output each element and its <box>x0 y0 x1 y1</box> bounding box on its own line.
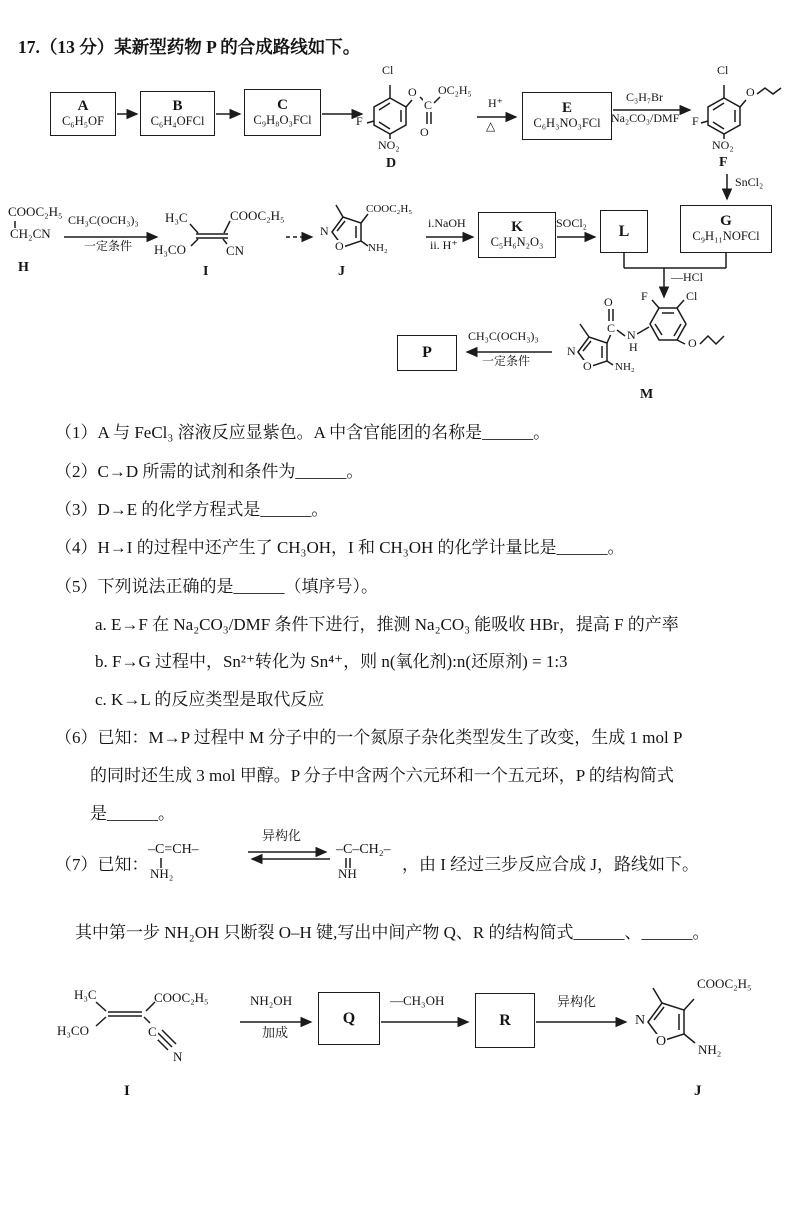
box-b-formula: C₆H₄OFCl <box>150 113 205 128</box>
question-5: （5）下列说法正确的是______（填序号）。 <box>55 577 378 596</box>
atom-label: H₃C <box>74 987 97 1002</box>
box-l <box>600 210 648 253</box>
box-k-letter: K <box>511 219 523 236</box>
compound-label-j2: J <box>694 1083 702 1099</box>
condition-label: △ <box>486 119 496 133</box>
atom-label: COOC₂H₅ <box>366 203 413 215</box>
condition-label: Na₂CO₃/DMF <box>611 111 680 125</box>
compound-label-i2: I <box>124 1083 130 1099</box>
reagent-label: NH₂OH <box>250 993 293 1008</box>
box-e <box>522 92 612 140</box>
atom-label: NH₂ <box>368 242 388 254</box>
atom-label: NO₂ <box>712 138 734 152</box>
box-a-letter: A <box>77 98 89 115</box>
question-6-line2: 的同时还生成 3 mol 甲醇。P 分子中含两个六元环和一个五元环，P 的结构简式 <box>90 766 674 785</box>
box-q-letter: Q <box>342 1009 356 1027</box>
atom-label: NH₂ <box>615 361 635 373</box>
box-p-letter: P <box>422 344 432 361</box>
reagent-label: ii. H⁺ <box>430 238 458 252</box>
question-2: （2）C→D 所需的试剂和条件为______。 <box>55 462 364 481</box>
atom-label: NH <box>338 866 357 881</box>
box-c <box>244 89 321 136</box>
atom-label: NH₂ <box>698 1042 722 1057</box>
compound-label-j: J <box>338 264 345 279</box>
atom-label: NO₂ <box>378 138 400 152</box>
compound-label-i: I <box>203 264 209 279</box>
condition-label: 加成 <box>262 1025 289 1040</box>
question-6-line3: 是______。 <box>90 804 175 823</box>
box-c-letter: C <box>277 96 288 113</box>
atom-label: O <box>688 336 697 350</box>
atom-label: C <box>148 1024 157 1039</box>
atom-label: H₃CO <box>154 242 186 257</box>
box-r-letter: R <box>499 1011 511 1029</box>
box-c-formula: C₉H₈O₃FCl <box>253 112 312 127</box>
atom-label: F <box>692 114 699 128</box>
atom-label: O <box>583 359 592 373</box>
condition-label: 一定条件 <box>84 239 133 253</box>
atom-label: NH₂ <box>150 866 174 881</box>
question-3: （3）D→E 的化学方程式是______。 <box>55 500 329 519</box>
compound-label-h: H <box>18 260 29 275</box>
reagent-label: —HCl <box>671 270 704 284</box>
atom-label: F <box>641 289 648 303</box>
structure-f-bonds <box>701 85 781 139</box>
atom-label: O <box>335 239 344 253</box>
atom-label: N <box>320 224 329 238</box>
reagent-label: CH₃C(OCH₃)₃ <box>68 213 139 227</box>
atom-label: O <box>746 85 755 99</box>
box-g <box>680 205 772 253</box>
question-7-line2: 其中第一步 NH₂OH 只断裂 O–H 键,写出中间产物 Q、R 的结构简式______、______。 <box>75 923 710 942</box>
atom-label: Cl <box>686 289 698 303</box>
question-5c: c. K→L 的反应类型是取代反应 <box>95 690 325 709</box>
box-g-letter: G <box>720 213 732 230</box>
compound-label-f: F <box>719 155 728 170</box>
reagent-label: C₃H₇Br <box>626 90 664 104</box>
atom-label: N <box>173 1049 183 1064</box>
box-r <box>475 993 535 1048</box>
box-b-letter: B <box>172 97 183 114</box>
box-b <box>140 91 215 136</box>
atom-label: H₃C <box>165 210 188 225</box>
atom-label: H₃CO <box>57 1023 89 1038</box>
box-a-formula: C₆H₅OF <box>61 114 105 129</box>
atom-label: C <box>424 98 433 112</box>
atom-label: N <box>635 1013 646 1028</box>
question-title: 17.（13 分）某新型药物 P 的合成路线如下。 <box>18 37 361 57</box>
question-1: （1）A 与 FeCl₃ 溶液反应显紫色。A 中含官能团的名称是______。 <box>55 423 551 442</box>
reagent-label: H⁺ <box>488 96 503 110</box>
box-e-letter: E <box>561 100 572 117</box>
box-g-formula: C₉H₁₁NOFCl <box>692 229 760 244</box>
imine-fragment: –C–CH₂– <box>336 842 391 857</box>
condition-label: 异构化 <box>557 994 597 1009</box>
atom-label: O <box>420 125 429 139</box>
question-4: （4）H→I 的过程中还产生了 CH₃OH，I 和 CH₃OH 的化学计量比是______。 <box>55 538 625 557</box>
atom-label: OC₂H₅ <box>438 83 472 97</box>
box-q <box>318 992 380 1045</box>
atom-label: Cl <box>382 63 394 77</box>
isomerization-label: 异构化 <box>262 828 302 843</box>
question-5b: b. F→G 过程中，Sn²⁺转化为 Sn⁴⁺，则 n(氧化剂):n(还原剂) = 1:3 <box>95 652 568 671</box>
atom-label: O <box>656 1034 667 1049</box>
reagent-label: —CH₃OH <box>390 993 445 1008</box>
reagent-label: SOCl₂ <box>556 216 587 230</box>
atom-label: C <box>607 321 616 335</box>
atom-label: COOC₂H₅ <box>154 990 209 1005</box>
atom-label: F <box>356 114 363 128</box>
reagent-label: CH₃C(OCH₃)₃ <box>468 329 539 343</box>
formula-line: CH₂CN <box>10 226 51 241</box>
question-7-prefix: （7）已知： <box>55 855 149 874</box>
box-k <box>478 212 556 258</box>
atom-label: H <box>629 340 638 354</box>
compound-label-d: D <box>386 156 397 171</box>
box-a <box>50 92 116 136</box>
enamine-fragment: –C=CH– <box>148 842 199 857</box>
atom-label: O <box>408 85 417 99</box>
condition-label: 一定条件 <box>482 354 531 368</box>
question-7-suffix: ，由 I 经过三步反应合成 J，路线如下。 <box>402 855 700 874</box>
formula-line: COOC₂H₅ <box>8 204 63 219</box>
atom-label: O <box>604 295 613 309</box>
atom-label: Cl <box>717 63 729 77</box>
question-5a: a. E→F 在 Na₂CO₃/DMF 条件下进行，推测 Na₂CO₃ 能吸收 HBr，提高 F 的产率 <box>95 615 679 634</box>
atom-label: CN <box>226 243 245 258</box>
reagent-label: i.NaOH <box>428 216 466 230</box>
box-l-letter: L <box>618 222 630 240</box>
reagent-label: SnCl₂ <box>735 175 764 189</box>
box-e-formula: C₆H₃NO₃FCl <box>533 116 601 131</box>
atom-label: COOC₂H₅ <box>697 976 752 991</box>
box-k-formula: C₅H₆N₂O₃ <box>490 235 544 250</box>
question-6-line1: （6）已知：M→P 过程中 M 分子中的一个氮原子杂化类型发生了改变，生成 1 mol P <box>55 728 683 747</box>
atom-label: COOC₂H₅ <box>230 208 285 223</box>
atom-label: N <box>627 328 636 342</box>
compound-label-m: M <box>640 387 654 402</box>
box-p <box>397 335 457 371</box>
atom-label: N <box>567 344 576 358</box>
